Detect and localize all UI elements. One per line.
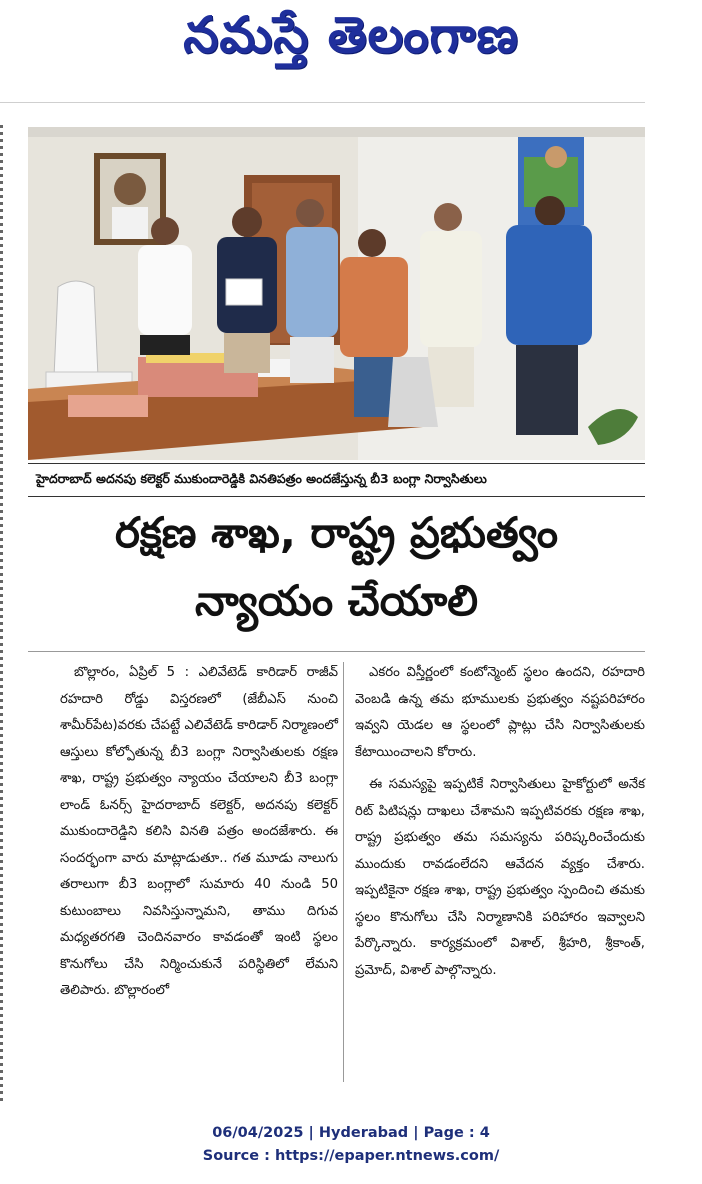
headline-line-2: న్యాయం చేయాలి xyxy=(194,576,478,625)
article-column-left xyxy=(60,660,338,1005)
column-divider xyxy=(343,662,344,1082)
top-rule xyxy=(0,102,645,103)
footer xyxy=(0,1122,702,1168)
headline-line-1: రక్షణ శాఖ, రాష్ట్ర ప్రభుత్వం xyxy=(114,508,559,557)
footer-date-line: 06/04/2025 | Hyderabad | Page : 4 xyxy=(212,1125,490,1141)
news-photo xyxy=(28,127,645,460)
article-paragraph: బొల్లారం, ఏప్రిల్ 5 : ఎలివేటెడ్ కారిడార్ రాజీవ్ రహదారి రోడ్డు విస్తరణలో (జేబీఎస్ నుంచి శామీర్‌పేట)వరకు చేపట్టే ఎలివేటెడ్ కారిడార్ నిర్మాణంలో ఆస్తులు కోల్పోతున్న బీ3 బంగ్లా నిర్వాసితులకు రక్షణ శాఖ, రాష్ట్ర ప్రభుత్వం న్యాయం చేయాలని బీ3 బంగ్లా లాండ్ ఓనర్స్ హైదరాబాద్ కలెక్టర్, అదనపు కలెక్టర్ ముకుందారెడ్డిని కలిసి వినతి పత్రం అందజేశారు. ఈ సందర్భంగా వారు మాట్లాడుతూ.. గత మూడు నాలుగు తరాలుగా బీ3 బంగ్లాలో సుమారు 40 నుండి 50 కుటుంబాలు నివసిస్తున్నామని, తాము దిగువ మధ్యతరగతి చెందినవారం కావడంతో ఇంటి స్థలం కొనుగోలు చేసి నిర్మించుకునే పరిస్థితిలో లేమని తెలిపారు. బొల్లారంలో xyxy=(60,665,338,998)
headline xyxy=(28,505,645,629)
left-margin-dots xyxy=(0,125,3,1105)
masthead xyxy=(0,0,702,78)
headline-rule xyxy=(28,651,645,652)
article-column-right xyxy=(355,660,645,984)
article-paragraph: ఎకరం విస్తీర్ణంలో కంటోన్మెంట్ స్థలం ఉందని, రహదారి వెంబడి ఉన్న తమ భూములకు ప్రభుత్వం నష్టపరిహారం ఇవ్వని యెడల ఆ స్థలంలో ప్లాట్లు చేసి నిర్వాసితులకు కేటాయించాలని కోరారు. xyxy=(355,665,645,760)
masthead-title: నమస్తే తెలంగాణ xyxy=(183,6,519,64)
article-paragraph: ఈ సమస్యపై ఇప్పటికే నిర్వాసితులు హైకోర్టులో అనేక రిట్ పిటిషన్లు దాఖలు చేశామని ఇప్పటివరకు రక్షణ శాఖ, రాష్ట్ర ప్రభుత్వం తమ సమస్యను పరిష్కరించేందుకు ముందుకు రావడంలేదని ఆవేదన వ్యక్తం చేశారు. ఇప్పటికైనా రక్షణ శాఖ, రాష్ట్ర ప్రభుత్వం స్పందించి తమకు స్థలం కొనుగోలు చేసి నిర్మాణానికి పరిహారం ఇవ్వాలని పేర్కొన్నారు. కార్యక్రమంలో విశాల్, శ్రీహరి, శ్రీకాంత్, ప్రమోద్, విశాల్ పాల్గొన్నారు. xyxy=(355,777,645,978)
photo-illustration xyxy=(28,127,645,460)
footer-source-line: Source : https://epaper.ntnews.com/ xyxy=(202,1148,500,1164)
photo-caption xyxy=(28,463,645,497)
photo-caption-text: హైదరాబాద్ అదనపు కలెక్టర్ ముకుందారెడ్డికి వినతిపత్రం అందజేస్తున్న బీ3 బంగ్లా నిర్వాసితులు xyxy=(36,470,487,486)
